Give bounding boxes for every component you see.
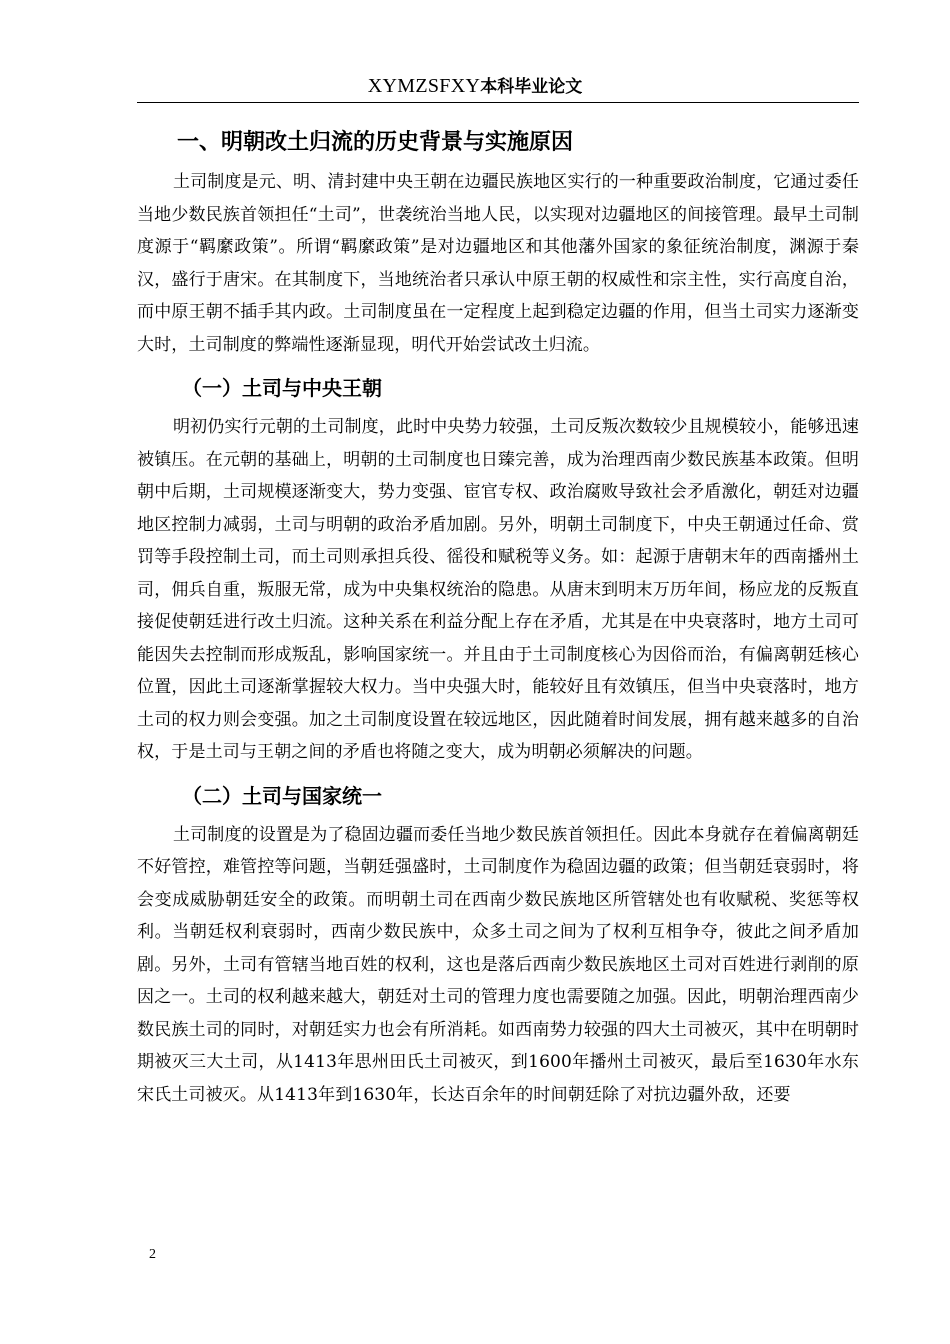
page-number: 2: [149, 1247, 156, 1262]
subsection-heading-2: （二）土司与国家统一: [182, 783, 382, 808]
subsection-paragraph-2: 土司制度的设置是为了稳固边疆而委任当地少数民族首领担任。因此本身就存在着偏离朝廷不好管控，难管控等问题，当朝廷强盛时，土司制度作为稳固边疆的政策；但当朝廷衰弱时，将会变成威胁朝廷安全的政策。而明朝土司在西南少数民族地区所管辖处也有收赋税、奖惩等权利。当朝廷权利衰弱时，西南少数民族中，众多土司之间为了权利互相争夺，彼此之间矛盾加剧。另外，土司有管辖当地百姓的权利，这也是落后西南少数民族地区土司对百姓进行剥削的原因之一。土司的权利越来越大，朝廷对土司的管理力度也需要随之加强。因此，明朝治理西南少数民族土司的同时，对朝廷实力也会有所消耗。如西南势力较强的四大土司被灭，其中在明朝时期被灭三大土司，从1413年思州田氏土司被灭，到1600年播州土司被灭，最后至1630年水东宋氏土司被灭。从1413年到1630年，长达百余年的时间朝廷除了对抗边疆外敌，还要: [137, 824, 859, 1105]
header-rule: [137, 102, 859, 103]
body-content: [137, 120, 859, 1111]
page-header: [0, 72, 950, 101]
subsection-paragraph-1: 明初仍实行元朝的土司制度，此时中央势力较强，土司反叛次数较少且规模较小，能够迅速被镇压。在元朝的基础上，明朝的土司制度也日臻完善，成为治理西南少数民族基本政策。但明朝中后期，土司规模逐渐变大，势力变强、宦官专权、政治腐败导致社会矛盾激化，朝廷对边疆地区控制力减弱，土司与明朝的政治矛盾加剧。另外，明朝土司制度下，中央王朝通过任命、赏罚等手段控制土司，而土司则承担兵役、徭役和赋税等义务。如：起源于唐朝末年的西南播州土司，佣兵自重，叛服无常，成为中央集权统治的隐患。从唐末到明末万历年间，杨应龙的反叛直接促使朝廷进行改土归流。这种关系在利益分配上存在矛盾，尤其是在中央衰落时，地方土司可能因失去控制而形成叛乱，影响国家统一。并且由于土司制度核心为因俗而治，有偏离朝廷核心位置，因此土司逐渐掌握较大权力。当中央强大时，能较好且有效镇压，但当中央衰落时，地方土司的权力则会变强。加之土司制度设置在较远地区，因此随着时间发展，拥有越来越多的自治权，于是土司与王朝之间的矛盾也将随之变大，成为明朝必须解决的问题。: [137, 417, 859, 762]
section-paragraph: 土司制度是元、明、清封建中央王朝在边疆民族地区实行的一种重要政治制度，它通过委任当地少数民族首领担任“土司”，世袭统治当地人民，以实现对边疆地区的间接管理。最早土司制度源于“羁縻政策”。所谓“羁縻政策”是对边疆地区和其他藩外国家的象征统治制度，渊源于秦汉，盛行于唐宋。在其制度下，当地统治者只承认中原王朝的权威性和宗主性，实行高度自治，而中原王朝不插手其内政。土司制度虽在一定程度上起到稳定边疆的作用，但当土司实力逐渐变大时，土司制度的弊端性逐渐显现，明代开始尝试改土归流。: [137, 172, 859, 355]
header-code: XYMZSFXY: [367, 75, 481, 97]
header-label: 本科毕业论文: [480, 77, 583, 97]
section-heading: 一、明朝改土归流的历史背景与实施原因: [177, 130, 574, 155]
subsection-heading-1: （一）土司与中央王朝: [182, 376, 382, 400]
